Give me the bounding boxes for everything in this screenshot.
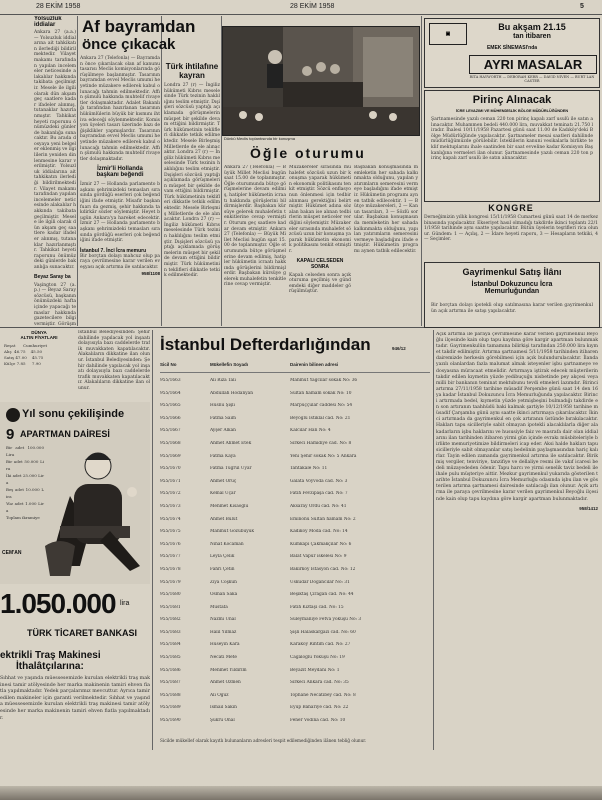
real-estate-text-top: Bir borçtan dolayı ipotekli olup satılmasına karar verilen gayrimenkulün açık artırma ile satışı yapılacaktır. <box>431 303 593 314</box>
issue-date-center: 28 EKİM 1958 <box>290 3 335 10</box>
row-name: Abdullah Hodanyan <box>210 390 253 396</box>
row-address: Bakırköy İstasyon cad. No: 12 <box>290 566 356 572</box>
row-address: Tophane Necatibey cad. No: 8 <box>290 692 356 698</box>
table-row <box>160 653 432 666</box>
row-name: Ali Rıza Tali <box>210 378 236 383</box>
table-row <box>160 703 432 716</box>
row-address: Üsküdar Doğancılar No: 31 <box>290 579 350 585</box>
gold-prices-box <box>4 330 74 398</box>
row-sicil: 955/1670 <box>160 466 181 472</box>
cinema-venue: EMEK SİNEMASI'nda <box>486 45 538 51</box>
row-sicil: 955/1669 <box>160 453 181 459</box>
icra-heading: İstanbul 7. İnci İcra memuru <box>80 247 147 254</box>
table-row <box>160 515 432 528</box>
table-row <box>160 540 432 553</box>
bank-emblem-icon <box>6 408 20 422</box>
main-headline-line1: Af bayramdan <box>82 17 196 36</box>
third-column <box>164 62 220 326</box>
row-sicil: 955/1678 <box>160 566 181 572</box>
photo-story-text3: Kapalı celseden sonra açık oturuma geçilmiş ve gündemdeki diğer maddeler görüşülmüştür. <box>289 272 351 295</box>
table-row <box>160 691 432 704</box>
shaver-text: Sıhhat ve yaşında müessesemizde kurulan elektrikli traş makinesi tamir atölyesinde her marka makinenin tamiri ehven fiatla yapılmaktadır. Yedek parçalarımız mevcuttur. Ayrıca tamir edilen makineler için garanti verilmektedir. Sıhhat ve yaşında müessesemizde kurulan elektrikli traş makinesi tamir atölyesinde her marka makinenin tamiri ehven fiatla yapılmaktadır. <box>0 676 150 721</box>
row-sicil: 955/1679 <box>160 579 181 585</box>
row-address: Aksaray Ordu cad. No: 41 <box>290 503 347 509</box>
row-sicil: 955/1666 <box>160 415 181 421</box>
row-address: Süleymaniye Fetva yokuşu No: 3 <box>290 617 362 623</box>
row-sicil: 955/1683 <box>160 629 181 635</box>
row-name: Ahmet Bulut <box>210 516 238 522</box>
defterdarlik-table <box>160 376 432 736</box>
man-in-chair-illustration <box>40 436 148 578</box>
lottery-cemen: CEM'AN <box>2 550 22 556</box>
defterdarlik-footer: Sicilde mükellef olarak kayıtlı bulunanların adresleri tespit edilemediğinden ilânen tebliğ olunur. <box>160 738 367 743</box>
row-address: Sirkeci Hamidiye cad. No: 8 <box>290 440 352 446</box>
row-sicil: 955/1668 <box>160 440 181 446</box>
icra-text: Bir borçtan dolayı mahcuz olup paraya çevrilmesine karar verilen ev eşyası açık artırma ile satılacaktır. <box>80 253 160 270</box>
table-row <box>160 603 432 616</box>
row-name: Halil Yılmaz <box>210 629 237 635</box>
table-row <box>160 452 432 465</box>
cinema-from: tan itibaren <box>513 33 551 40</box>
row-name: Hüseyin Kara <box>210 642 240 648</box>
closed-session-heading: KAPALI CELSEDEN SONRA <box>296 257 344 270</box>
table-row <box>160 502 432 515</box>
table-row <box>160 552 432 565</box>
photo-story-text4: Başbakan konuşmasında memleketin her sahada kalkınmakta olduğunu, yapılan yatırımların semeresini vermeye başladığını ifade etmiştir. Hükümetin programı aynen tatbik edilecektir. 1 — Bütçe müzakereleri, 2 — Kanun tasarıları, 3 — Sözlü sorular. Başbakan konuşmasında memleketin her sahada kalkınmakta olduğunu, yapılan yatırımların semeresini vermeye başladığını ifade etmiştir. Hükümetin programı aynen tatbik edilecektir. <box>354 165 418 254</box>
row-address: Eminönü Sultan hamam No: 2 <box>290 516 356 522</box>
row-address: Cağaloğlu Yokuşu No: 19 <box>290 655 345 661</box>
left-article-text-2: Vaşington 27 (a.p.) — Beyaz Saray sözcüsü, başkanın önümüzdeki hafta içinde yapacağı temaslar hakkında gazetecilere bilgi vermiştir. Görüşm <box>34 282 76 326</box>
row-sicil: 955/1680 <box>160 592 181 598</box>
row-name: Ali Oğuz <box>210 692 229 698</box>
lottery-count: 9 <box>6 426 15 443</box>
row-name: Ayşer Alkan <box>210 428 236 434</box>
table-row <box>160 414 432 427</box>
cinema-tonight: Bu akşam 21.15 <box>498 22 566 32</box>
lottery-currency: lira <box>120 600 130 607</box>
lottery-bank: TÜRK TİCARET BANKASI <box>27 628 137 638</box>
row-sicil: 955/1673 <box>160 503 181 509</box>
row-name: Fatma Kaya <box>210 453 236 459</box>
second-column <box>80 16 160 326</box>
photo-caption: Dünkü Meclis toplantısında bir konuşma <box>224 136 295 141</box>
row-address: Fatih Kıztaşı cad. No: 15 <box>290 604 344 610</box>
left-column <box>34 16 76 326</box>
rice-ad <box>424 90 600 202</box>
row-name: Ahmet Özmen <box>210 680 241 686</box>
row-sicil: 955/1682 <box>160 617 181 623</box>
row-name: Leyla Çelik <box>210 554 235 560</box>
third-article-text: Londra 27 (r) — İngiliz hükümeti Kıbrıs meselesinde Türk tezinin haklılığını teslim etmiştir. Dışişleri sözcüsü yaptığı açıklamada görüşmelerin müspet bir şekilde devam ettiğini bildirmiştir. Türk hükümetinin teklifleri dikkatle tetkik edilmektedir. Mesele Birleşmiş Milletlerde de ele alınacaktır. Londra 27 (r) — İngiliz hükümeti Kıbrıs meselesinde Türk tezinin haklılığını teslim etmiştir. Dışişleri sözcüsü yaptığı açıklamada görüşmelerin müspet bir şekilde devam ettiğini bildirmiştir. Türk hükümetinin teklifleri dikkatle tetkik edilmektedir. Mesele Birleşmiş Milletlerde de ele alınacaktır. Londra 27 (r) — İngiliz hükümeti Kıbrıs meselesinde Türk tezinin haklılığını teslim etmiştir. Dışişleri sözcüsü yaptığı açıklamada görüşmelerin müspet bir şekilde devam ettiğini bildirmiştir. Türk hükümetinin teklifleri dikkatle tetkik edilmektedir. <box>164 83 220 279</box>
cinema-ad <box>424 18 600 88</box>
photo-headline: Öğle oturumu <box>250 145 366 161</box>
shaver-ad <box>0 648 150 798</box>
left-bottom-notice <box>78 330 150 398</box>
row-name: Fatma Saim <box>210 415 236 421</box>
row-name: Ahmet Oruç <box>210 478 237 484</box>
table-row <box>160 615 432 628</box>
sub-heading: Türk ihtilafıne kayran <box>165 62 219 80</box>
real-estate-case-no: 958/1412 <box>579 505 598 511</box>
col-header-address: Dairenin bilinen adresi <box>290 362 339 367</box>
defterdarlik-code: 946/12 <box>392 346 406 351</box>
photo-story-col2 <box>289 165 351 325</box>
lottery-ad <box>0 402 150 584</box>
second-article-text-2: İzmir 27 — Hollanda parlamento başkanı şehrimizdeki temasları sırasında gördüğü eserleri çok beğendiğini ifade etmiştir. Misafir başkan fuarı da gezmiş, şehir hakkında takdirkâr sözler söylemiştir. Heyet bugün Ankara'ya hareket edecektir. İzmir 27 — Hollanda parlamento başkanı şehrimizdeki temasları sırasında gördüğü eserleri çok beğendiğini ifade etmiştir. <box>80 182 160 244</box>
row-sicil: 955/1663 <box>160 378 181 383</box>
gold-prices-title: DÜNYA ALTIN FİYATLARI <box>20 330 58 340</box>
main-headline-line2: önce çıkacak <box>82 36 176 53</box>
row-sicil: 955/1667 <box>160 428 181 434</box>
row-address: Mahmut Yağcılar sokak No: 36 <box>290 378 358 383</box>
row-name: Osman Saka <box>210 592 238 598</box>
table-row <box>160 464 432 477</box>
rice-issuer: İCRE LEVAZIMI VE MÜHENDİSLİK BÖLGE MÜDÜRLÜĞÜNDEN <box>455 109 569 113</box>
photo-story-col1 <box>224 165 286 325</box>
kongre-title: KONGRE <box>488 203 534 213</box>
row-address: Galata Voyvoda cad. No: 3 <box>290 478 348 484</box>
column-rule <box>152 330 153 750</box>
cinema-cast: RITA HAYWORTH — DEBORAH KERR — DAVID NIVEN — BURT LANCASTER <box>469 75 595 83</box>
row-name: Fahri Çetin <box>210 566 235 572</box>
rice-text: Şartnamesinde yazılı ceman 220 ton pirinç kapalı zarf usulü ile satın alınacaktır. Muhammen bedeli 440.000 lira, muvakkat teminatı 21.750 liradır. İhalesi 10/11/1958 Pazartesi günü saat 11.00 de Kadıköy'deki Bölge Müdürlüğünde yapılacaktır. Şartnameler mesai saatleri dahilinde müdürlüğümüzde görülebilir. İsteklilerin kanuni vesikalarla birlikte teklif mektuplarını ihale saatinden bir saat evveline kadar Komisyon Başkanlığına vermeleri ilan olunur. Şartnamesinde yazılı ceman 220 ton pirinç kapalı zarf usulü ile satın alınacaktır. <box>431 117 593 162</box>
row-name: Ziya Coşkun <box>210 579 237 585</box>
table-row <box>160 439 432 452</box>
row-address: Kumkapı Çakmakçılar No: 6 <box>290 541 352 547</box>
column-rule <box>421 16 422 326</box>
cinema-logo: ▣ <box>429 23 467 45</box>
row-name: İsmail Sakin <box>210 705 237 711</box>
row-address: Kadıköy Moda cad. No: 14 <box>290 529 348 535</box>
table-row <box>160 389 432 402</box>
lottery-amount: 1.050.000 <box>0 588 116 619</box>
table-row <box>160 477 432 490</box>
table-row <box>160 565 432 578</box>
second-article-text: Ankara 27 (Telefonla) — Bayramdan önce çıkarılacak olan af kanunu tasarısı Meclis komisyonlarında görüşülmeye başlanmıştır. Tasarının bayramdan evvel Meclis umumi heyetinde müzakere edilerek kabul olunacağı tahmin edilmektedir. Affın şümulü hakkında muhtelif rivayetler dolaşmaktadır. Adalet Bakanlığı tarafından hazırlanan tasarının hükümlülerin büyük bir kısmını ihtiva edeceği söylenmektedir. Komisyon üyeleri tasarı üzerinde bazı değişiklikler yapmışlardır. Tasarının bayramdan evvel Meclis umumi heyetinde müzakere edilerek kabul olunacağı tahmin edilmektedir. Affın şümulü hakkında muhtelif rivayetler dolaşmaktadır. <box>80 56 160 162</box>
row-sicil: 955/1681 <box>160 604 181 610</box>
column-rule <box>433 330 434 750</box>
table-header-rule <box>160 372 430 373</box>
table-row <box>160 628 432 641</box>
left-article-text: Ankara 27 (a.a.) — Yolsuzluk iddialarına ait tahkikatın ilerlediği bildirilmektedir. Vilayet makamı tarafından yapılan incelemeler neticesinde alakalılar hakkında takibata geçilmiştir. Mesele ile ilgili olarak dün akşam geç saatlere kadar ifadeler alınmış, tutanaklar hazırlanmıştır. Tahkikat heyeti raporunu önümüzdeki günlerde bakanlığa sunacaktır. Bu arada dosyaya yeni belgeler eklenmiş ve ilgililerin yeniden dinlenmesine karar verilmiştir. Yolsuzluk iddialarına ait tahkikatın ilerlediği bildirilmektedir. Vilayet makamı tarafından yapılan incelemeler neticesinde alakalılar hakkında takibata geçilmiştir. Mesele ile ilgili olarak dün akşam geç saatlere kadar ifadeler alınmış, tutanaklar hazırlanmıştır. Tahkikat heyeti raporunu önümüzdeki günlerde bakanlığa sunacaktır. <box>34 30 76 270</box>
row-sicil: 955/1689 <box>160 705 181 711</box>
table-row <box>160 578 432 591</box>
row-sicil: 955/1665 <box>160 403 181 409</box>
table-row <box>160 640 432 653</box>
row-address: Balat Vapur iskelesi No: 9 <box>290 554 347 560</box>
row-address: Tahtakale No: 11 <box>290 466 328 472</box>
row-sicil: 955/1671 <box>160 478 181 484</box>
table-row <box>160 666 432 679</box>
lottery-prize-list: Bir adet 100.000 Lira Bir adet 50.000 Lira İki adet 25.000 Lira Beş adet 10.000 Lira Yüz adet 1.000 Lira Toplam ikramiye <box>6 445 44 520</box>
lottery-title: Yıl sonu çekilişinde <box>22 408 125 420</box>
photo-story-text2: Müzakereler sırasında muhalefet sözcüsü uzun bir konuşma yaparak hükümetin ekonomik politikasını tenkit etmiştir. Sözcü enflasyonun önlenmesi için tedbir alınması gerektiğini belirtmiştir. Hükümet adına söz alan bakan ise alınan tedbirlerin müspet neticeler verdiğini söylemiştir. Müzakereler sırasında muhalefet sözcüsü uzun bir konuşma yaparak hükümetin ekonomik politikasını tenkit etmiştir. <box>289 165 351 254</box>
shaver-line1: ektrikli Traş Makinesi <box>0 650 101 661</box>
row-sicil: 955/1677 <box>160 554 181 560</box>
assembly-photo <box>222 26 420 136</box>
row-name: Mahmut Gözübüyük <box>210 529 255 535</box>
shaver-line2: İthalâtçılarına: <box>16 661 84 672</box>
table-row <box>160 376 432 389</box>
page-fold-shadow <box>0 786 602 800</box>
row-sicil: 955/1675 <box>160 529 181 535</box>
row-sicil: 955/1688 <box>160 692 181 698</box>
table-row <box>160 401 432 414</box>
assembly-photo-image <box>223 27 419 135</box>
kongre-text: Derneğimizin yıllık kongresi 15/11/1958 Cumartesi günü saat 14 de merkez binasında yapılacaktır. Ekseriyet hasıl olmadığı takdirde ikinci toplantı 22/11/1958 tarihinde aynı saatte yapılacaktır. Bütün üyelerin teşrifleri rica olunur. Gündem: 1 — Açılış, 2 — İdare heyeti raporu, 3 — Hesapların tetkiki, 4 — Seçimler. <box>424 215 598 243</box>
row-address: Beşiktaş Çırağan cad. No: 44 <box>290 592 354 598</box>
table-row <box>160 527 432 540</box>
cinema-film: AYRI MASALAR <box>469 55 597 74</box>
row-address: Kalcılar Han No: 4 <box>290 428 331 434</box>
issue-date: 28 EKİM 1958 <box>36 3 81 10</box>
photo-story-text1: Ankara 27 (Telefonla) — Büyük Millet Meclisi bugün saat 15.00 de toplanmıştır. Öğle oturumunda bütçe görüşmelerine devam edilmiş, hatipler hükümetin icraatı hakkında görüşlerini bildirmişlerdir. Başbakan kürsüye gelerek muhalefetin tenkitlerine cevap vermiştir. Oturum geç saatlere kadar devam etmiştir. Ankara 27 (Telefonla) — Büyük Millet Meclisi bugün saat 15.00 de toplanmıştır. Öğle oturumunda bütçe görüşmelerine devam edilmiş, hatipler hükümetin icraatı hakkında görüşlerini bildirmişlerdir. Başbakan kürsüye gelerek muhalefetin tenkitlerine cevap vermiştir. <box>224 165 286 288</box>
table-row <box>160 489 432 502</box>
row-sicil: 955/1686 <box>160 667 181 673</box>
masthead-strip <box>0 0 602 15</box>
row-address: Karaköy Rıhtım cad. No: 27 <box>290 642 351 648</box>
photo-story-col3 <box>354 165 418 325</box>
row-address: Marpuççular caddesi No: 54 <box>290 403 353 409</box>
row-address: Fener Vodina cad. No: 10 <box>290 718 346 724</box>
row-sicil: 955/1690 <box>160 718 181 724</box>
table-row <box>160 716 432 729</box>
real-estate-body <box>436 332 598 742</box>
row-sicil: 955/1685 <box>160 655 181 661</box>
real-estate-notice <box>424 262 600 328</box>
table-row <box>160 678 432 691</box>
row-name: Necati Mete <box>210 655 237 661</box>
row-name: Nihat Kocaman <box>210 541 244 547</box>
row-name: Mustafa <box>210 604 228 610</box>
row-name: Ahmet Ahmet Etek <box>210 440 252 446</box>
page-number: 5 <box>580 3 584 10</box>
row-sicil: 955/1676 <box>160 541 181 547</box>
row-name: Fatma Tuğrul Uyar <box>210 466 252 472</box>
col-header-sicil: Sicil No <box>160 362 177 367</box>
row-sicil: 955/1687 <box>160 680 181 686</box>
row-address: Beyazıt Meydanı No: 1 <box>290 667 340 673</box>
row-address: Sultan hamam sokak No: 10 <box>290 390 352 396</box>
row-address: Beyoğlu İstiklal cad. No: 21 <box>290 415 351 421</box>
column-rule <box>77 16 78 326</box>
case-number: 958/1108 <box>141 270 160 276</box>
row-sicil: 955/1684 <box>160 642 181 648</box>
real-estate-sub: İstanbul Dokuzuncu İcra Memurluğundan <box>471 281 553 295</box>
row-name: Şükrü Önal <box>210 718 235 724</box>
defterdarlik-title: İstanbul Defterdarlığından <box>160 335 371 354</box>
rice-title: Pirinç Alınacak <box>472 94 552 106</box>
row-address: Yeni Şehir sokak No: 5 Ankara <box>290 453 357 459</box>
row-name: Mehmet Yıldırım <box>210 667 247 673</box>
column-rule <box>161 16 162 326</box>
table-row <box>160 590 432 603</box>
main-headline <box>82 18 222 52</box>
left-bottom-text: İstanbul Belediyesinden: Şehir dahilinde yapılacak yol inşaatı dolayısıyla bazı caddelerde trafik muvakkaten kapatılacaktır. Alakalıların dikkatine ilan olunur. İstanbul Belediyesinden: Şehir dahilinde yapılacak yol inşaatı dolayısıyla bazı caddelerde trafik muvakkaten kapatılacaktır. Alakalıların dikkatine ilan olunur. <box>78 330 150 391</box>
row-sicil: 955/1674 <box>160 516 181 522</box>
row-address: Şişli Halaskargazi cad. No: 60 <box>290 629 356 635</box>
col-header-name: Mükellefin Soyadı <box>210 362 249 367</box>
left-heading-2: Beyaz Saray ba <box>34 273 71 280</box>
row-sicil: 955/1664 <box>160 390 181 396</box>
row-name: Mehmet Kısaoğlu <box>210 503 249 509</box>
row-address: Sirkeci Ankara cad. No: 35 <box>290 680 349 686</box>
lottery-prize: APARTMAN DAİRESİ <box>20 429 110 439</box>
table-row <box>160 426 432 439</box>
row-name: Kemal Uçar <box>210 491 236 497</box>
row-name: Nazmi Ünal <box>210 617 236 623</box>
row-sicil: 955/1672 <box>160 491 181 497</box>
gold-prices-table: Reşat Cumhuriyet Alış 46.75 45.50 Satış 47.00 45.75 Külçe 7.85 7.90 <box>4 343 48 366</box>
real-estate-title: Gayrimenkul Satış İlânı <box>462 267 562 277</box>
row-address: Eyüp Bahariye cad. No: 22 <box>290 705 349 711</box>
left-heading-1: Yolsuzluk iddialar <box>34 16 62 28</box>
kongre-notice <box>424 203 598 261</box>
side-heading: İzmir'li Hollanda başkanı beğendi <box>96 166 144 179</box>
real-estate-body-text: Açık artırma ile paraya çevrilmesine karar verilen gayrimenkul Beyoğlu ilçesinde kain olup tapu kaydına göre kargir apartman bulunmaktadır. Gayrimenkulün tamamına bilirkişi tarafından 250.000 lira kıymet takdir edilmiştir. Artırma şartnamesi 5/11/1958 tarihinden itibaren dairemizde herkesin görebilmesi için açık bulundurulacaktır. İlanda yazılı olanlardan fazla malumat almak isteyenler işbu şartnameye ve dosyasına müracaat etmelidir. Artırmaya iştirak edecek müşterilerin takdir edilen kıymetin yüzde yedibuçuğu nisbetinde pey akçesi veya milli bir bankanın teminat mektubunu tevdi etmeleri lazımdır. Birinci artırma 27/11/1958 tarihine müsadif Perşembe günü saat 14 den 16 ya kadar İstanbul Dokuzuncu İcra Memurluğunda yapılacaktır. Birinci artırmada bedel, kıymetin yüzde yetmişbeşini bulmadığı takdirde en son artıranın taahhüdü baki kalmak şartiyle 10/12/1958 tarihine müsadif Çarşamba günü aynı saatte ikinci artırmaya çıkarılacaktır. İkinci artırmada da gayrimenkul en çok artıranın üstünde bırakılacaktır. Hakları tapu sicilleriyle sabit olmayan ipotekli alacaklılarla diğer alakadarların işbu haklarını ve hususiyle faiz ve masrafa dair olan iddialarını ilan tarihinden itibaren yirmi gün içinde evrakı müsbiteleriyle birlikte memuriyetimize bildirmeleri icap eder. Aksi halde hakları tapu sicilleriyle sabit olmayanlar satış bedelinin paylaşmasından hariç kalırlar. Tayin edilen zamanda gayrimenkul artırma ile satılacaktır. Birikmiş vergiler, tenviriye, tanzifiye ve dellaliye resmi ile vakıf icaresi bedeli müzayededen ödenir. Tapu harcı ve yirmi senelik taviz bedeli ile ihale pulu müşteriye aittir. Mezkur gayrimenkul yukarıda gösterilen tarihte İstanbul Dokuzuncu İcra Memurluğu odasında işbu ilan ve gösterilen artırma şartnamesi dairesinde satılacağı ilan olunur. Açık artırma ile paraya çevrilmesine karar verilen gayrimenkul Beyoğlu ilçesinde kain olup tapu kaydına göre kargir apartman bulunmaktadır. <box>436 332 598 502</box>
row-name: Hüsnü Şişli <box>210 403 235 409</box>
row-address: Fatih Fevzipaşa cad. No: 7 <box>290 491 348 497</box>
